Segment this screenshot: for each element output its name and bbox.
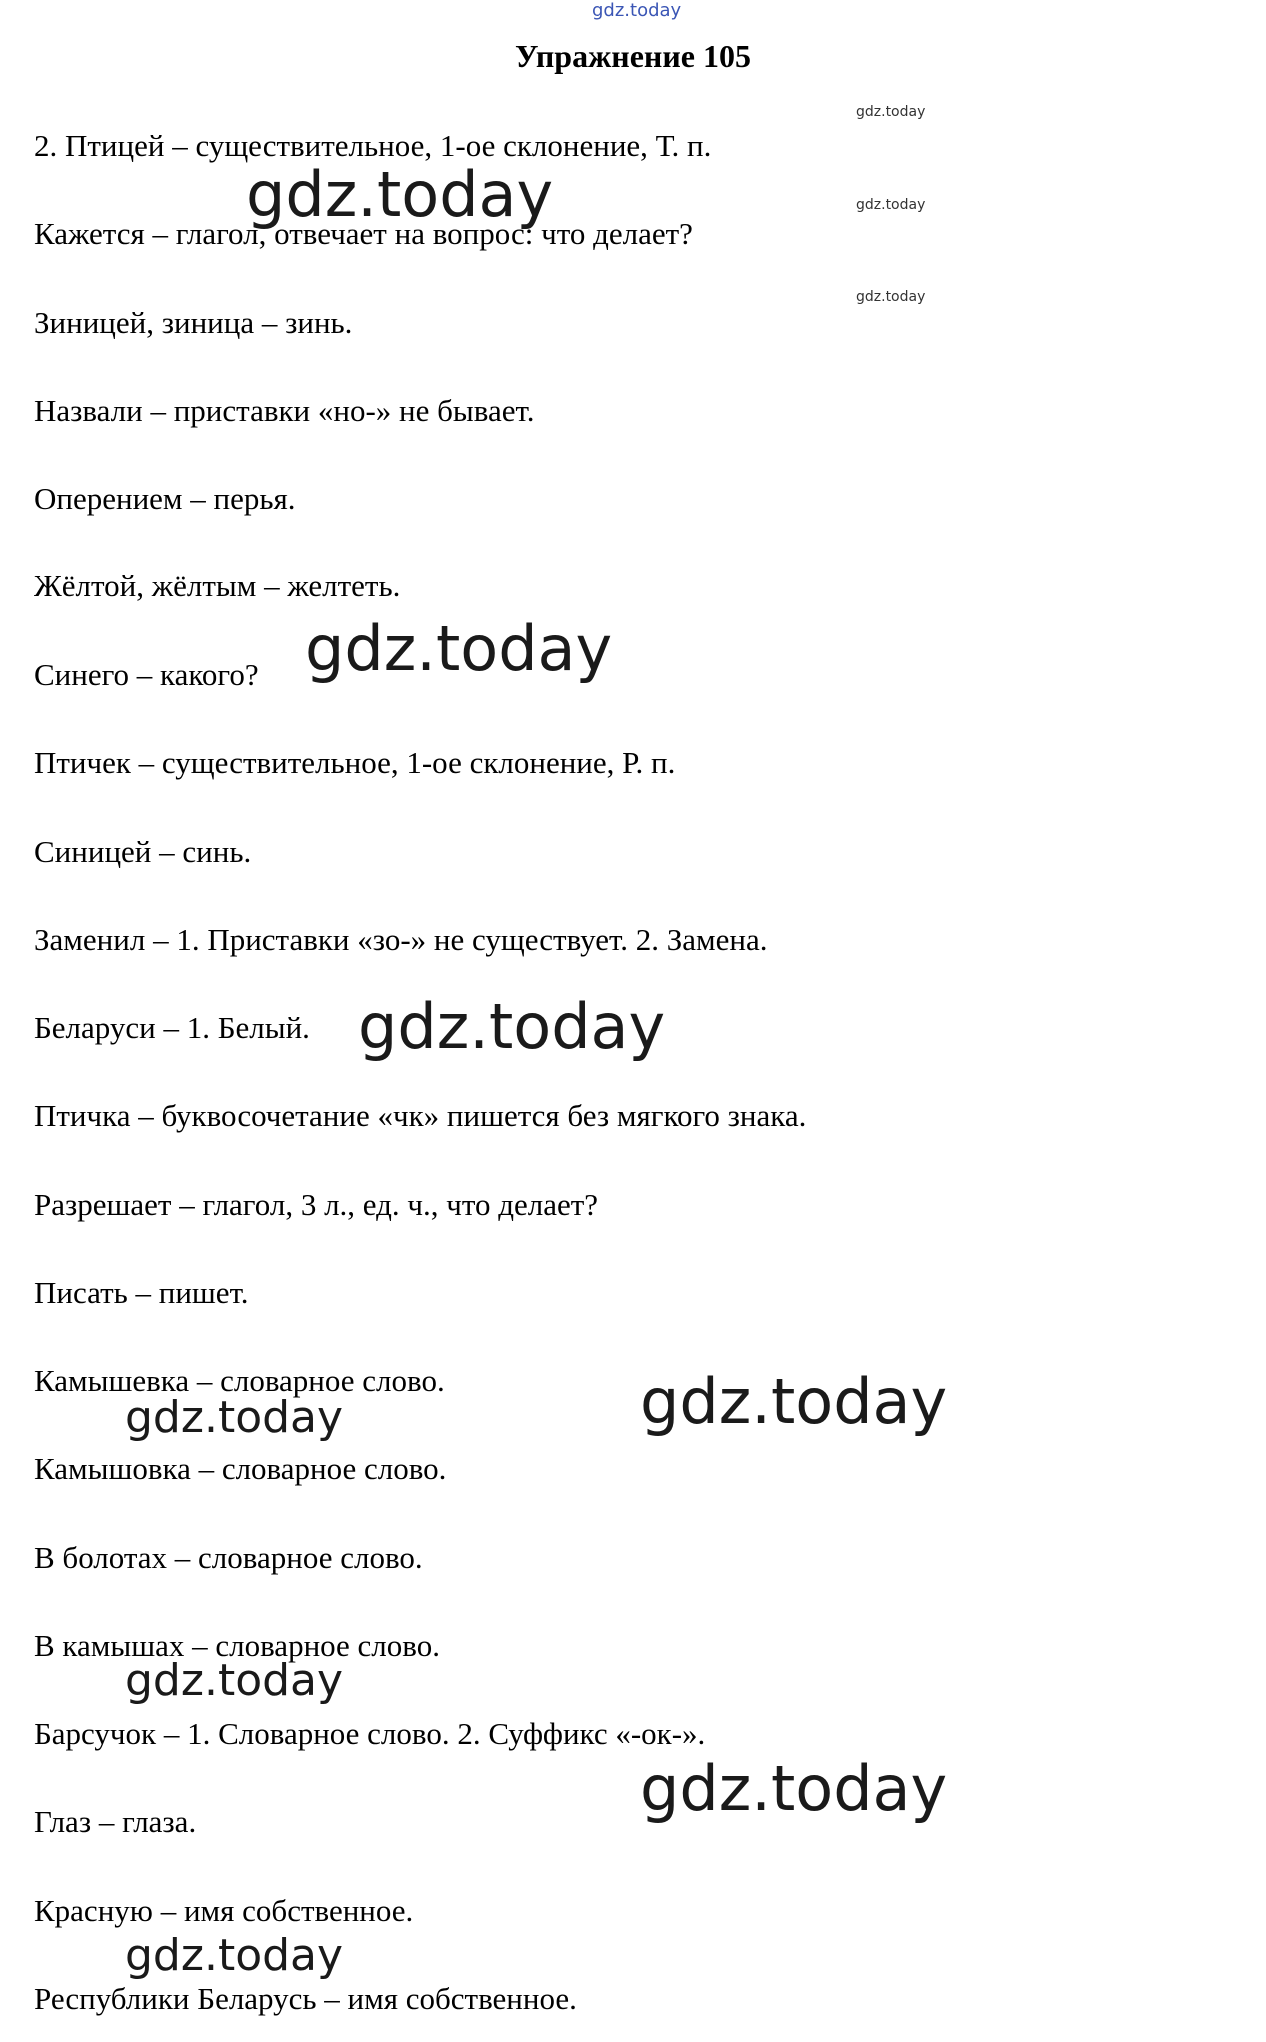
watermark-medium-2: gdz.today bbox=[125, 1655, 344, 1706]
line-10: Заменил – 1. Приставки «зо-» не существует. 2. Замена. bbox=[34, 922, 768, 957]
line-18: В камышах – словарное слово. bbox=[34, 1628, 440, 1663]
line-8: Птичек – существительное, 1-ое склонение, Р. п. bbox=[34, 745, 676, 780]
watermark-large-1: gdz.today bbox=[246, 158, 554, 231]
line-2: Кажется – глагол, отвечает на вопрос: что делает? bbox=[34, 216, 693, 251]
line-14: Писать – пишет. bbox=[34, 1275, 249, 1310]
line-6: Жёлтой, жёлтым – желтеть. bbox=[34, 568, 401, 603]
line-4: Назвали – приставки «но-» не бывает. bbox=[34, 393, 535, 428]
line-21: Красную – имя собственное. bbox=[34, 1893, 414, 1928]
line-12: Птичка – буквосочетание «чк» пишется без мягкого знака. bbox=[34, 1098, 807, 1133]
line-7: Синего – какого? bbox=[34, 657, 259, 692]
line-3: Зиницей, зиница – зинь. bbox=[34, 305, 353, 340]
watermark-large-2: gdz.today bbox=[305, 612, 613, 685]
watermark-small-2: gdz.today bbox=[856, 197, 926, 213]
line-15: Камышевка – словарное слово. bbox=[34, 1363, 445, 1398]
watermark-small-1: gdz.today bbox=[856, 104, 926, 120]
line-9: Синицей – синь. bbox=[34, 834, 252, 869]
line-13: Разрешает – глагол, 3 л., ед. ч., что делает? bbox=[34, 1187, 599, 1222]
watermark-medium-1: gdz.today bbox=[125, 1392, 344, 1443]
watermark-large-4: gdz.today bbox=[640, 1365, 948, 1438]
watermark-top: gdz.today bbox=[592, 0, 682, 21]
line-17: В болотах – словарное слово. bbox=[34, 1540, 423, 1575]
page-title: Упражнение 105 bbox=[514, 38, 751, 74]
line-11: Беларуси – 1. Белый. bbox=[34, 1010, 310, 1045]
line-1: 2. Птицей – существительное, 1-ое склонение, Т. п. bbox=[34, 128, 712, 163]
line-22: Республики Беларусь – имя собственное. bbox=[34, 1981, 577, 2016]
line-19: Барсучок – 1. Словарное слово. 2. Суффикс «-ок-». bbox=[34, 1716, 706, 1751]
watermark-large-3: gdz.today bbox=[358, 990, 666, 1063]
line-20: Глаз – глаза. bbox=[34, 1804, 197, 1839]
watermark-small-3: gdz.today bbox=[856, 289, 926, 305]
watermark-large-5: gdz.today bbox=[640, 1752, 948, 1825]
line-5: Оперением – перья. bbox=[34, 481, 296, 516]
line-16: Камышовка – словарное слово. bbox=[34, 1451, 447, 1486]
watermark-medium-3: gdz.today bbox=[125, 1930, 344, 1981]
